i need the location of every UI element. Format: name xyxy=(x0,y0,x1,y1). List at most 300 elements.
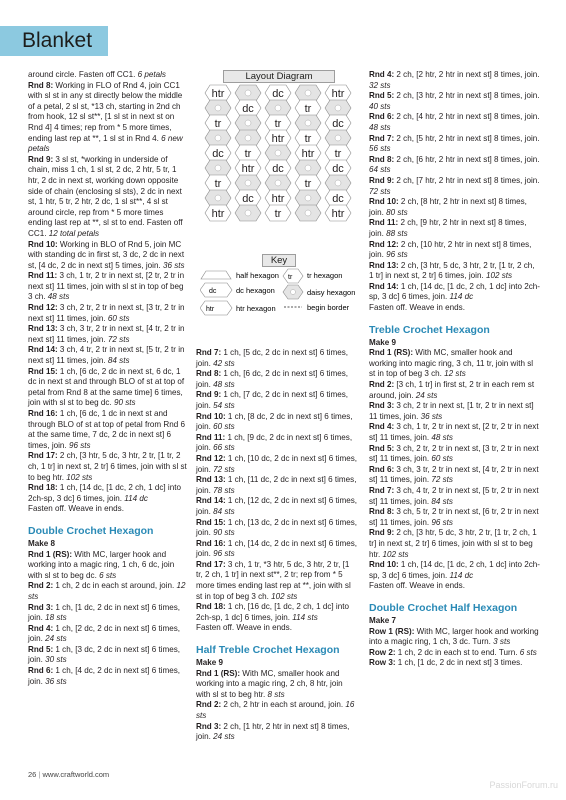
stitch-count: 54 sts xyxy=(213,400,235,410)
page-number: 26 xyxy=(28,770,37,779)
pattern-round xyxy=(369,648,541,659)
pattern-round xyxy=(28,271,188,303)
round-label: Rnd 1 (RS): xyxy=(369,348,414,358)
key-half-hexagon xyxy=(201,271,279,280)
daisy-center xyxy=(305,195,311,201)
stitch-count: 72 sts xyxy=(369,186,391,196)
stitch-count: 48 sts xyxy=(369,122,391,132)
stitch-count: 84 sts xyxy=(107,356,130,366)
stitch-count: 36 sts xyxy=(420,411,443,421)
daisy-center xyxy=(275,150,281,156)
stitch-count: 84 sts xyxy=(213,506,235,516)
pattern-round xyxy=(28,666,188,687)
section-heading: Treble Crochet Hexagon xyxy=(369,323,490,336)
round-label: Rnd 6: xyxy=(28,666,54,676)
pattern-round xyxy=(196,390,358,411)
round-text: 3 ch, 2 tr in next st, [1 tr, 2 tr in next st] 11 times, join. xyxy=(369,401,534,421)
pattern-round xyxy=(28,81,188,155)
pattern-round xyxy=(369,134,541,155)
round-text: 3 ch, 3 tr, 2 tr in next st, [4 tr, 2 tr in next st] 11 times, join. xyxy=(28,324,185,344)
round-text: 1 ch, [14 dc, [1 dc, 2 ch, 1 dc] into 2ch-sp, 3 dc] 6 times, join. xyxy=(28,483,181,503)
pattern-round xyxy=(369,422,541,443)
round-text: 2 ch, [3 htr, 5 dc, 3 htr, 2 tr, [1 tr, 2 ch, 1 tr] in next st, 2 tr] 6 times, join with sl st to beg htr. xyxy=(28,451,187,482)
stitch-count: 102 sts xyxy=(66,472,93,482)
pattern-round xyxy=(196,700,358,721)
stitch-count: 114 dc xyxy=(449,570,474,580)
round-text: 2 ch, [7 htr, 2 htr in next st] 8 times, join. xyxy=(394,175,540,185)
layout-diagram xyxy=(200,70,358,346)
round-text: 2 ch, [8 htr, 2 htr in next st] 8 times, join. xyxy=(369,197,527,217)
pattern-round xyxy=(369,380,541,401)
round-label: Rnd 14: xyxy=(196,496,226,506)
round-label: Rnd 13: xyxy=(369,260,399,270)
stitch-count: 88 sts xyxy=(386,228,408,238)
stitch-count: 12 sts xyxy=(444,369,466,379)
stitch-count: 72 sts xyxy=(107,334,130,344)
pattern-round xyxy=(28,409,188,451)
round-text: 1 ch, [6 dc, 1 dc in next st and through BLO of st at top of petal from Rnd 6 at the same time, 7 dc, 2 dc in next st] 6 times, join. xyxy=(28,409,186,450)
column-1 xyxy=(28,70,188,687)
stitch-count: 114 sts xyxy=(292,612,318,622)
pattern-round xyxy=(369,507,541,528)
round-label: Rnd 12: xyxy=(28,303,58,313)
stitch-count: 6 sts xyxy=(99,570,117,580)
round-label: Rnd 10: xyxy=(196,411,226,421)
round-text: 2 ch, [4 htr, 2 htr in next st] 8 times, join. xyxy=(394,112,540,122)
round-label: Rnd 5: xyxy=(28,644,54,654)
round-label: Rnd 18: xyxy=(28,483,58,493)
round-text: 1 ch, [14 dc, [1 dc, 2 ch, 1 dc] into 2ch-sp, 3 dc] 6 times, join. xyxy=(369,281,540,302)
round-text: 1 ch, [14 dc, 2 dc in next st] 6 times, join. xyxy=(196,538,358,559)
pattern-round xyxy=(196,669,358,701)
round-text: 3 ch, 2 tr, 2 tr in next st, [3 tr, 2 tr in next st] 11 times, join. xyxy=(28,303,185,323)
hexagon-label: tr xyxy=(304,103,312,115)
section-heading: Half Treble Crochet Hexagon xyxy=(196,644,340,657)
pattern-round xyxy=(369,282,541,314)
hexagon-label: htr xyxy=(331,88,345,100)
hexagon-label: dc xyxy=(272,88,284,100)
round-text: 3 ch, 1 tr, *3 htr, 5 dc, 3 htr, 2 tr, [1 tr, 2 ch, 1 tr] in next st**, 2 tr; rep from * 5 more times ending last rep at **, join with sl st in top of beg 3 ch. xyxy=(196,559,351,601)
pattern-round xyxy=(196,602,358,634)
round-label: Rnd 8: xyxy=(369,154,395,164)
pattern-round xyxy=(369,627,541,648)
round-label: Rnd 1 (RS): xyxy=(28,549,73,559)
pattern-round xyxy=(369,176,541,197)
round-text: 2 ch, [10 htr, 2 htr in next st] 8 times, join. xyxy=(369,239,532,260)
hexagon-label: htr xyxy=(211,88,225,100)
finish-text: Fasten off. Weave in ends. xyxy=(369,303,465,313)
round-label: Rnd 12: xyxy=(196,453,226,463)
stitch-count: 40 sts xyxy=(369,101,391,111)
round-text: 1 ch, [1 dc, 2 dc in next st] 6 times, join. xyxy=(28,602,181,623)
round-text: 1 ch, [6 dc, 2 dc in next st] 6 times, join. xyxy=(196,369,349,389)
stitch-count: 72 sts xyxy=(213,464,235,474)
key-daisy-hexagon xyxy=(283,285,355,299)
stitch-count: 80 sts xyxy=(386,207,408,217)
stitch-count: 42 sts xyxy=(213,358,235,368)
pattern-round xyxy=(369,240,541,261)
stitch-count: 102 sts xyxy=(382,549,409,559)
hexagon-label: tr xyxy=(214,178,222,190)
key-tr-hexagon xyxy=(283,269,342,283)
round-text: 1 ch, [6 dc, 2 dc in next st, 6 dc, 1 dc in next st and through BLO of st at top of petal from Rnd 8 at the same time] 6 times, join with sl st to beg dc. xyxy=(28,366,185,408)
round-text: 1 ch, [8 dc, 2 dc in next st] 6 times, join. xyxy=(196,411,353,432)
column-3 xyxy=(369,70,541,669)
stitch-count: 18 sts xyxy=(45,613,67,623)
layout-diagram-title: Layout Diagram xyxy=(223,70,335,83)
make-count: Make 8 xyxy=(28,538,55,548)
pattern-round xyxy=(28,345,188,366)
round-text: [3 ch, 1 tr] in first st, 2 tr in each rem st around, join. xyxy=(369,380,535,400)
round-label: Row 3: xyxy=(369,658,396,668)
pattern-round xyxy=(369,70,541,91)
round-label: Rnd 13: xyxy=(28,324,58,334)
svg-text:half hexagon: half hexagon xyxy=(236,271,279,280)
hexagon-label: tr xyxy=(274,208,282,220)
finish-text: Fasten off. Weave in ends. xyxy=(28,504,124,514)
daisy-center xyxy=(335,135,341,141)
stitch-count: 60 sts xyxy=(213,422,235,432)
pattern-round xyxy=(369,261,541,282)
round-text: 1 ch, [13 dc, 2 dc in next st] 6 times, join. xyxy=(196,517,358,538)
round-text: 2 ch, [1 htr, 2 htr in next st] 8 times, join. xyxy=(196,721,350,742)
round-label: Rnd 9: xyxy=(369,175,395,185)
pattern-round xyxy=(28,581,188,602)
pattern-round xyxy=(196,369,358,390)
round-label: Rnd 8: xyxy=(28,80,54,90)
pattern-round xyxy=(28,240,188,272)
round-text: 1 ch, 2 dc in each st around, join. xyxy=(53,581,177,591)
pattern-round xyxy=(369,197,541,218)
stitch-count: 48 sts xyxy=(213,379,235,389)
key-begin-border xyxy=(284,303,350,312)
round-text: 1 ch, [5 dc, 2 dc in next st] 6 times, join. xyxy=(196,348,349,368)
round-label: Rnd 15: xyxy=(28,366,58,376)
round-text: 2 ch, [3 htr, 5 dc, 3 htr, 2 tr, [1 tr, 2 ch, 1 tr] in next st, 2 tr] 6 times, join. xyxy=(369,260,535,281)
make-count: Make 7 xyxy=(369,615,396,625)
round-text: 1 ch, 2 dc in each st to end. Turn. xyxy=(395,647,520,657)
key-dc-hexagon xyxy=(200,283,275,297)
svg-text:dc: dc xyxy=(209,288,217,295)
round-text: 1 ch, [12 dc, 2 dc in next st] 6 times, join. xyxy=(196,496,358,516)
pattern-round xyxy=(369,465,541,486)
stitch-count: 12 sts xyxy=(28,581,186,601)
round-label: Rnd 13: xyxy=(196,475,226,485)
pattern-round xyxy=(196,722,358,743)
stitch-count: 12 total petals xyxy=(48,228,100,238)
stitch-count: 102 sts xyxy=(271,591,298,601)
hexagon-label: tr xyxy=(274,118,282,130)
round-text: 1 ch, [2 dc, 2 dc in next st] 6 times, join. xyxy=(28,623,181,644)
stitch-count: 48 sts xyxy=(431,433,453,442)
pattern-round xyxy=(196,518,358,539)
round-label: Rnd 8: xyxy=(369,507,395,517)
round-label: Rnd 9: xyxy=(369,528,395,538)
pattern-round xyxy=(196,539,358,560)
round-text: Working in FLO of Rnd 4, join CC1 with sl st in any st directly below the middle of a petal, 2 sl st, *13 ch, starting in 2nd ch from hook, 12 sl st**, [1 sl st in next st on Rnd 4] 4 times; rep from * 5 more times, ending last rep at **, 1 sl st in Rnd 4. xyxy=(28,80,183,143)
section-heading: Double Crochet Half Hexagon xyxy=(369,601,518,614)
column-2 xyxy=(196,348,358,743)
stitch-count: 24 sts xyxy=(213,732,235,742)
pattern-round xyxy=(196,412,358,433)
daisy-center xyxy=(275,180,281,186)
hexagon-label: htr xyxy=(331,208,345,220)
round-label: Rnd 16: xyxy=(28,409,58,418)
stitch-count: 60 sts xyxy=(431,454,453,464)
daisy-center xyxy=(275,105,281,111)
stitch-count: 6 new petals xyxy=(28,133,183,154)
svg-text:daisy hexagon: daisy hexagon xyxy=(307,288,356,297)
pattern-round xyxy=(369,658,541,669)
round-text: 3 ch, 1 tr, 2 tr in next st, [2 tr, 2 tr in next st] 11 times, join with sl st in top of beg 3 ch. xyxy=(28,271,185,302)
make-count: Make 9 xyxy=(196,658,223,668)
watermark: PassionForum.ru xyxy=(489,780,558,790)
key-htr-hexagon xyxy=(200,301,276,315)
round-label: Rnd 14: xyxy=(28,345,58,355)
hexagon-label: tr xyxy=(304,133,312,145)
round-label: Rnd 4: xyxy=(369,422,395,432)
daisy-center xyxy=(245,90,251,96)
pattern-round xyxy=(196,348,358,369)
hexagon-label: htr xyxy=(271,193,285,205)
round-label: Rnd 10: xyxy=(369,197,399,207)
stitch-count: 30 sts xyxy=(45,655,67,665)
round-text: 3 ch, 4 tr, 2 tr in next st, [5 tr, 2 tr in next st] 11 times, join. xyxy=(28,345,185,366)
daisy-center xyxy=(245,210,251,216)
diagram-key xyxy=(200,267,358,327)
stitch-count: 78 sts xyxy=(213,485,235,495)
daisy-center xyxy=(215,165,221,171)
round-label: Rnd 6: xyxy=(369,112,395,122)
round-label: Rnd 3: xyxy=(196,721,222,731)
round-label: Rnd 9: xyxy=(28,154,54,164)
round-text: With MC, smaller hook and working into a magic ring, 2 ch, 8 htr, join with sl st to beg htr. xyxy=(196,668,343,699)
stitch-count: 96 sts xyxy=(213,549,235,559)
pattern-round xyxy=(196,475,358,496)
stitch-count: 84 sts xyxy=(431,496,453,506)
hexagon-label: dc xyxy=(332,163,344,175)
round-label: Rnd 3: xyxy=(28,602,54,612)
pattern-round xyxy=(28,603,188,624)
svg-text:tr: tr xyxy=(288,274,293,281)
stitch-count: 24 sts xyxy=(415,390,438,400)
round-label: Rnd 17: xyxy=(196,559,226,569)
stitch-count: 32 sts xyxy=(369,80,391,90)
hexagon-label: tr xyxy=(334,148,342,160)
svg-text:dc hexagon: dc hexagon xyxy=(236,286,275,295)
daisy-center xyxy=(305,120,311,126)
round-label: Rnd 1 (RS): xyxy=(196,668,241,678)
pattern-round xyxy=(369,444,541,465)
stitch-count: 6 sts xyxy=(519,647,537,657)
svg-text:htr: htr xyxy=(206,306,215,313)
stitch-count: 36 sts xyxy=(162,260,185,270)
round-text: 1 ch, [3 dc, 2 dc in next st] 6 times, join. xyxy=(28,644,181,665)
round-text: 1 ch, [4 dc, 2 dc in next st] 6 times, join. xyxy=(28,666,181,686)
stitch-count: 114 dc xyxy=(124,493,148,503)
hexagon-label: dc xyxy=(332,118,344,130)
round-text: With MC, smaller hook and working into magic ring, 3 ch, 11 tr, join with sl st in top of beg 3 ch. xyxy=(369,348,534,379)
stitch-count: 96 sts xyxy=(68,440,91,450)
stitch-count: 6 petals xyxy=(137,70,166,79)
pattern-round xyxy=(196,496,358,517)
round-label: Rnd 2: xyxy=(28,581,54,591)
round-label: Rnd 3: xyxy=(369,401,395,411)
daisy-center xyxy=(215,105,221,111)
make-count: Make 9 xyxy=(369,337,396,347)
daisy-center xyxy=(215,195,221,201)
round-label: Rnd 4: xyxy=(369,70,395,79)
round-text: 1 ch, [16 dc, [1 dc, 2 ch, 1 dc] into 2ch-sp, 1 dc] 6 times, join. xyxy=(196,602,349,622)
stitch-count: 24 sts xyxy=(45,634,67,644)
pattern-round xyxy=(28,70,188,81)
pattern-round xyxy=(196,560,358,602)
stitch-count: 3 sts xyxy=(493,637,511,647)
pattern-round xyxy=(28,155,188,240)
svg-text:htr hexagon: htr hexagon xyxy=(236,304,276,313)
round-text: 2 ch, [6 htr, 2 htr in next st] 8 times, join. xyxy=(394,154,540,164)
round-text: 2 ch, [3 htr, 2 htr in next st] 8 times, join. xyxy=(394,91,540,101)
stitch-count: 114 dc xyxy=(449,292,474,302)
hexagon-label: htr xyxy=(241,163,255,175)
stitch-count: 66 sts xyxy=(213,443,235,453)
hexagon-label: dc xyxy=(332,193,344,205)
round-label: Rnd 7: xyxy=(369,485,395,495)
pattern-round xyxy=(369,218,541,239)
hexagon-label: dc xyxy=(212,148,224,160)
round-label: Rnd 11: xyxy=(369,218,399,228)
daisy-center xyxy=(215,135,221,141)
round-label: Row 1 (RS): xyxy=(369,626,415,636)
hexagon-label: dc xyxy=(242,193,254,205)
round-text: 1 ch, [1 dc, 2 dc in next st] 3 times. xyxy=(395,658,523,668)
hexagon-label: tr xyxy=(304,178,312,190)
pattern-round xyxy=(28,624,188,645)
hexagon-label: htr xyxy=(211,208,225,220)
round-text: 2 ch, 2 htr in each st around, join. xyxy=(221,700,346,710)
round-text: 3 ch, 2 tr, 2 tr in next st, [3 tr, 2 tr in next st] 11 times, join. xyxy=(369,443,539,464)
stitch-count: 96 sts xyxy=(386,250,408,260)
pattern-round xyxy=(369,112,541,133)
finish-text: Fasten off. Weave in ends. xyxy=(196,623,292,633)
stitch-count: 90 sts xyxy=(213,528,235,538)
key-title: Key xyxy=(262,254,296,267)
round-text: 1 ch, [14 dc, [1 dc, 2 ch, 1 dc] into 2ch-sp, 3 dc] 6 times, join. xyxy=(369,560,540,580)
stitch-count: 102 sts xyxy=(485,271,513,281)
daisy-center xyxy=(305,90,311,96)
pattern-round xyxy=(196,433,358,454)
round-label: Rnd 18: xyxy=(196,602,226,612)
pattern-round xyxy=(369,401,541,422)
round-label: Rnd 2: xyxy=(196,700,222,710)
round-label: Rnd 5: xyxy=(369,91,395,101)
round-label: Row 2: xyxy=(369,647,396,657)
pattern-round xyxy=(369,528,541,560)
round-text: With MC, larger hook and working into a magic ring, 1 ch, 6 dc, join with sl st to beg dc. xyxy=(28,549,175,580)
hexagon-label: htr xyxy=(271,133,285,145)
svg-text:tr hexagon: tr hexagon xyxy=(307,271,343,280)
round-text: 1 ch, [10 dc, 2 dc in next st] 6 times, join. xyxy=(196,453,358,474)
round-text: 3 ch, 4 tr, 2 tr in next st, [5 tr, 2 tr in next st] 11 times, join. xyxy=(369,485,539,506)
round-label: Rnd 7: xyxy=(369,133,395,143)
svg-text:begin border: begin border xyxy=(307,303,350,312)
round-text: 1 ch, [7 dc, 2 dc in next st] 6 times, join. xyxy=(196,390,349,410)
round-label: Rnd 6: xyxy=(369,464,395,474)
daisy-center xyxy=(245,120,251,126)
finish-text: Fasten off. Weave in ends. xyxy=(369,581,465,591)
round-label: Rnd 5: xyxy=(369,443,395,453)
round-label: Rnd 10: xyxy=(28,239,58,249)
round-label: Rnd 9: xyxy=(196,390,222,400)
round-text: 1 ch, [11 dc, 2 dc in next st] 6 times, join. xyxy=(196,475,357,495)
round-text: With MC, larger hook and working into a magic ring, 1 ch, 3 dc. Turn. xyxy=(369,626,539,647)
round-text: 2 ch, [3 htr, 5 dc, 3 htr, 2 tr, [1 tr, 2 ch, 1 tr] in next st, 2 tr] 6 times, join with sl st to beg htr. xyxy=(369,528,537,559)
pattern-round xyxy=(28,303,188,324)
round-label: Rnd 10: xyxy=(369,560,399,570)
stitch-count: 72 sts xyxy=(431,475,453,485)
round-text: 3 ch, 1 tr, 2 tr in next st, [2 tr, 2 tr in next st] 11 times, join. xyxy=(369,422,539,442)
round-label: Rnd 17: xyxy=(28,451,58,461)
site-link[interactable]: www.craftworld.com xyxy=(42,770,110,779)
hexagon-label: tr xyxy=(214,118,222,130)
round-label: Rnd 12: xyxy=(369,239,399,249)
round-label: Rnd 14: xyxy=(369,281,399,291)
pattern-round xyxy=(196,454,358,475)
round-text: 2 ch, [5 htr, 2 htr in next st] 8 times, join. xyxy=(394,133,540,143)
hexagon-label: tr xyxy=(244,148,252,160)
pattern-round xyxy=(28,367,188,409)
pattern-round xyxy=(28,451,188,483)
stitch-count: 56 sts xyxy=(369,144,391,154)
hexagon-label: dc xyxy=(242,103,254,115)
daisy-center xyxy=(305,165,311,171)
section-heading: Double Crochet Hexagon xyxy=(28,524,154,537)
stitch-count: 8 sts xyxy=(267,689,285,699)
pattern-round xyxy=(28,483,188,515)
stitch-count: 36 sts xyxy=(45,676,67,686)
round-label: Rnd 15: xyxy=(196,517,226,527)
stitch-count: 64 sts xyxy=(369,165,391,175)
round-label: Rnd 11: xyxy=(196,432,226,442)
pattern-round xyxy=(28,550,188,582)
round-text: 2 ch, [2 htr, 2 htr in next st] 8 times, join. xyxy=(394,70,540,79)
round-text: 3 sl st, *working in underside of chain, miss 1 ch, 1 sl st, 2 dc, 2 htr, 5 tr, 1 htr, 2 dc in next st, working down opposite side of chain (enclosing sl sts), 2 dc in next st, 1 htr, 5 tr, 2 htr, 2 dc, 1 sl st**, 4 sl st around circle, rep from * 5 more times ending last rep at **, sl st to end. Fasten off CC1. xyxy=(28,154,183,238)
pattern-round xyxy=(28,324,188,345)
round-label: Rnd 16: xyxy=(196,538,226,548)
round-text: around circle. Fasten off CC1. xyxy=(28,70,138,79)
round-text: 3 ch, 3 tr, 2 tr in next st, [4 tr, 2 tr in next st] 11 times, join. xyxy=(369,464,539,485)
daisy-center xyxy=(245,135,251,141)
pattern-round xyxy=(369,155,541,176)
pattern-round xyxy=(28,645,188,666)
stitch-count: 90 sts xyxy=(113,398,136,408)
pattern-round xyxy=(369,348,541,380)
page-title: Blanket xyxy=(0,26,108,56)
pattern-round xyxy=(369,486,541,507)
page-footer: 26 | www.craftworld.com xyxy=(28,770,110,779)
daisy-center xyxy=(335,105,341,111)
round-label: Rnd 7: xyxy=(196,348,222,357)
daisy-center xyxy=(305,210,311,216)
round-text: 2 ch, [9 htr, 2 htr in next st] 8 times, join. xyxy=(369,218,527,238)
stitch-count: 60 sts xyxy=(107,313,130,323)
round-text: Working in BLO of Rnd 5, join MC with standing dc in first st, 3 dc, 2 dc in next st, [4 dc, 2 dc in next st] 5 times, join. xyxy=(28,239,185,270)
round-label: Rnd 11: xyxy=(28,271,58,281)
round-text: 3 ch, 5 tr, 2 tr in next st, [6 tr, 2 tr in next st] 11 times, join. xyxy=(369,507,539,527)
daisy-center xyxy=(245,180,251,186)
hexagon-label: dc xyxy=(272,163,284,175)
pattern-round xyxy=(369,560,541,592)
